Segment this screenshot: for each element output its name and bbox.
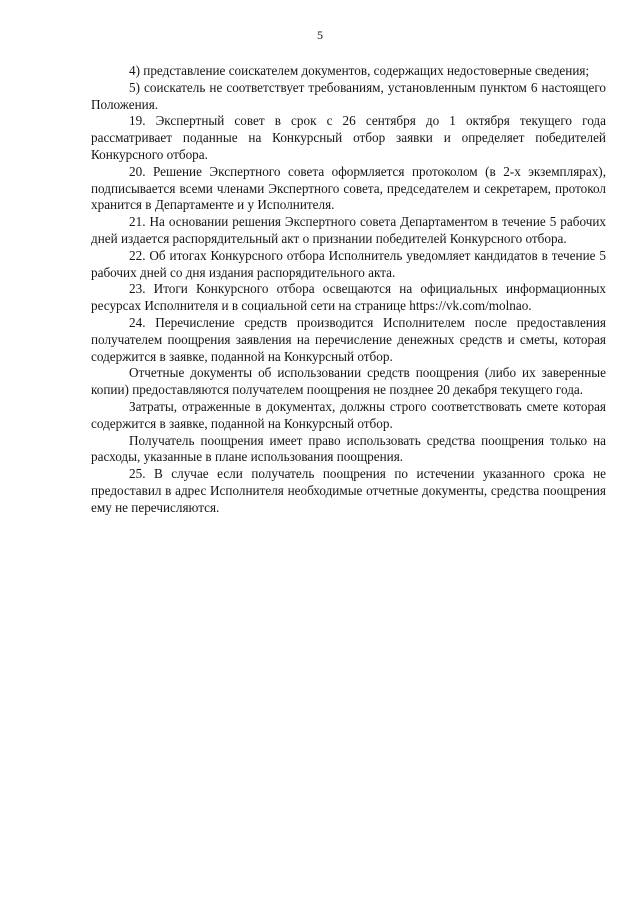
document-body xyxy=(91,63,606,517)
paragraph-clause-22: 22. Об итогах Конкурсного отбора Исполнитель уведомляет кандидатов в течение 5 рабочих дней со дня издания распорядительного акта. xyxy=(91,247,606,280)
paragraph-clause-21: 21. На основании решения Экспертного совета Департаментом в течение 5 рабочих дней издается распорядительный акт о признании победителей Конкурсного отбора. xyxy=(91,214,606,246)
paragraph-item-5: 5) соискатель не соответствует требованиям, установленным пунктом 6 настоящего Положения. xyxy=(91,79,606,112)
paragraph-reporting-documents: Отчетные документы об использовании средств поощрения (либо их заверенные копии) предоставляются получателем поощрения не позднее 20 декабря текущего года. xyxy=(91,365,606,398)
paragraph-recipient-rights: Получатель поощрения имеет право использовать средства поощрения только на расходы, указанные в плане использования поощрения. xyxy=(91,432,606,465)
page-number: 5 xyxy=(317,28,323,42)
paragraph-item-4: 4) представление соискателем документов, содержащих недостоверные сведения; xyxy=(129,63,590,78)
paragraph-expenses: Затраты, отраженные в документах, должны строго соответствовать смете которая содержится в заявке, поданной на Конкурсный отбор. xyxy=(91,398,606,431)
paragraph-clause-25: 25. В случае если получатель поощрения по истечении указанного срока не предоставил в адрес Исполнителя необходимые отчетные документы, средства поощрения ему не перечисляются. xyxy=(91,466,606,515)
paragraph-clause-20: 20. Решение Экспертного совета оформляется протоколом (в 2-х экземплярах), подписывается всеми членами Экспертного совета, председателем и секретарем, протокол хранится в Департаменте и у Исполнителя. xyxy=(91,163,606,213)
paragraph-clause-24: 24. Перечисление средств производится Исполнителем после предоставления получателем поощрения заявления на перечисление денежных средств и сметы, которая содержится в заявке, поданной на Конкурсный отбор. xyxy=(91,314,606,364)
paragraph-clause-23: 23. Итоги Конкурсного отбора освещаются на официальных информационных ресурсах Исполнителя и в социальной сети на странице https://vk.com/molnao. xyxy=(91,281,606,314)
paragraph-clause-19: 19. Экспертный совет в срок с 26 сентября до 1 октября текущего года рассматривает поданные на Конкурсный отбор заявки и определяет победителей Конкурсного отбора. xyxy=(91,113,606,162)
